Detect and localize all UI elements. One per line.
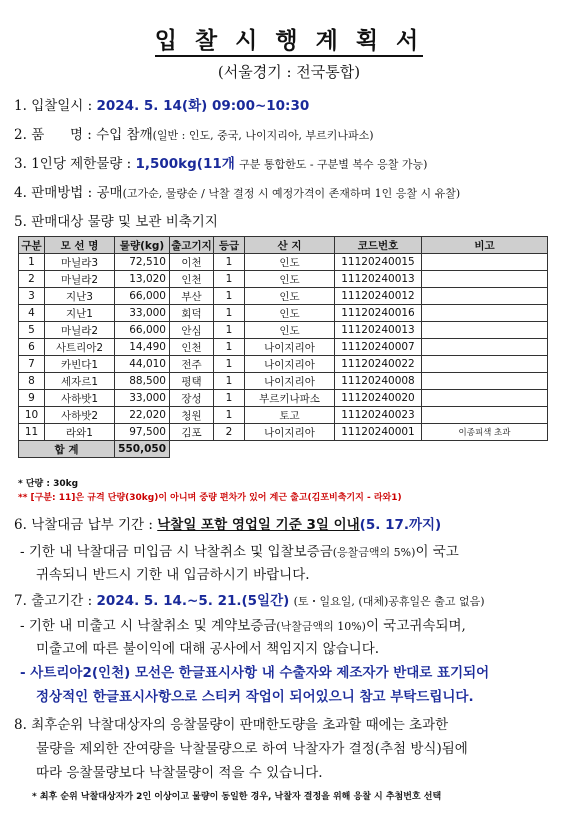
cell-grade: 1 — [214, 271, 245, 288]
cell-quantity: 44,010 — [115, 356, 170, 373]
cell-division: 2 — [19, 271, 45, 288]
cell-warehouse: 평택 — [170, 373, 214, 390]
cell-origin: 부르키나파소 — [245, 390, 335, 407]
cell-grade: 2 — [214, 424, 245, 441]
cell-origin: 인도 — [245, 254, 335, 271]
header-grade: 등급 — [214, 237, 245, 254]
cell-grade: 1 — [214, 254, 245, 271]
cell-quantity: 22,020 — [115, 407, 170, 424]
cell-warehouse: 안심 — [170, 322, 214, 339]
item-per-person-limit: 3. 1인당 제한물량 : 1,500kg(11개 구분 통합한도 - 구분별 복수 응찰 가능) — [14, 156, 428, 172]
cell-remarks — [422, 356, 548, 373]
cell-quantity: 14,490 — [115, 339, 170, 356]
cell-origin: 인도 — [245, 288, 335, 305]
release-warning-line1: - 기한 내 미출고 시 낙찰취소 및 계약보증금(낙찰금액의 10%)이 국고귀속되며, — [20, 618, 466, 634]
header-division: 구분 — [19, 237, 45, 254]
limit-value: 1,500kg(11개 — [135, 156, 235, 172]
cell-code: 11120240016 — [335, 305, 422, 322]
cell-vessel: 카빈다1 — [45, 356, 115, 373]
cell-warehouse: 전주 — [170, 356, 214, 373]
cell-division: 9 — [19, 390, 45, 407]
cell-remarks — [422, 339, 548, 356]
item-payment-period: 6. 낙찰대금 납부 기간 : 낙찰일 포함 영업일 기준 3일 이내(5. 17.까지) — [14, 517, 442, 533]
header-vessel: 모 선 명 — [45, 237, 115, 254]
cell-quantity: 66,000 — [115, 322, 170, 339]
table-row — [19, 373, 548, 390]
table-row — [19, 424, 548, 441]
cell-quantity: 13,020 — [115, 271, 170, 288]
release-period-value: 2024. 5. 14.~5. 21.(5일간) — [96, 593, 290, 609]
cell-grade: 1 — [214, 407, 245, 424]
header-origin: 산 지 — [245, 237, 335, 254]
item-tiebreak-line3: 따라 응찰물량보다 낙찰물량이 적을 수 있습니다. — [36, 765, 323, 781]
item-product-name: 2. 품 명 : 수입 참깨(일반 : 인도, 중국, 나이지리아, 부르키나파소) — [14, 127, 374, 143]
cell-grade: 1 — [214, 305, 245, 322]
cell-warehouse: 회덕 — [170, 305, 214, 322]
document-subtitle: (서울경기 : 전국통합) — [217, 63, 361, 81]
payment-deadline-date: (5. 17.까지) — [359, 517, 442, 533]
cell-code: 11120240020 — [335, 390, 422, 407]
cell-code: 11120240013 — [335, 271, 422, 288]
cell-vessel: 마닐라2 — [45, 271, 115, 288]
sale-target-table — [18, 236, 548, 458]
cell-grade: 1 — [214, 322, 245, 339]
item-tiebreak-line1: 8. 최후순위 낙찰대상자의 응찰물량이 판매한도량을 초과할 때에는 초과한 — [14, 717, 449, 733]
payment-warning-line2: 귀속되니 반드시 기한 내 입금하시기 바랍니다. — [36, 567, 310, 583]
cell-grade: 1 — [214, 339, 245, 356]
cell-quantity: 88,500 — [115, 373, 170, 390]
item-sale-method: 4. 판매방법 : 공매(고가순, 물량순 / 낙찰 결정 시 예정가격이 존재하며 1인 응찰 시 유찰) — [14, 185, 461, 201]
table-row — [19, 339, 548, 356]
cell-remarks — [422, 254, 548, 271]
header-quantity: 물량(kg) — [115, 237, 170, 254]
cell-origin: 인도 — [245, 305, 335, 322]
lottery-footnote: * 최후 순위 낙찰대상자가 2인 이상이고 물량이 동일한 경우, 낙찰자 결정을 위해 응찰 시 추첨번호 선택 — [32, 792, 442, 802]
document-title: 입 찰 시 행 계 획 서 — [0, 22, 578, 55]
cell-warehouse: 장성 — [170, 390, 214, 407]
cell-division: 3 — [19, 288, 45, 305]
total-label: 합 계 — [19, 441, 115, 458]
cell-division: 10 — [19, 407, 45, 424]
cell-division: 8 — [19, 373, 45, 390]
cell-vessel: 마닐라3 — [45, 254, 115, 271]
cell-remarks — [422, 373, 548, 390]
cell-code: 11120240012 — [335, 288, 422, 305]
cell-warehouse: 김포 — [170, 424, 214, 441]
cell-remarks: 이종피색 초과 — [422, 424, 548, 441]
cell-vessel: 라와1 — [45, 424, 115, 441]
cell-grade: 1 — [214, 390, 245, 407]
total-value: 550,050 — [115, 441, 170, 458]
cell-quantity: 72,510 — [115, 254, 170, 271]
cell-grade: 1 — [214, 356, 245, 373]
cell-division: 6 — [19, 339, 45, 356]
cell-remarks — [422, 407, 548, 424]
cell-division: 4 — [19, 305, 45, 322]
cell-remarks — [422, 288, 548, 305]
table-row — [19, 322, 548, 339]
labeling-notice-line2: 정상적인 한글표시사항으로 스티커 작업이 되어있으니 참고 부탁드립니다. — [36, 689, 474, 705]
cell-code: 11120240013 — [335, 322, 422, 339]
item-bid-datetime: 1. 입찰일시 : 2024. 5. 14(화) 09:00~10:30 — [14, 98, 310, 114]
header-warehouse: 출고기지 — [170, 237, 214, 254]
cell-code: 11120240007 — [335, 339, 422, 356]
cell-remarks — [422, 271, 548, 288]
bid-datetime-value: 2024. 5. 14(화) 09:00~10:30 — [96, 98, 310, 114]
payment-warning-line1: - 기한 내 낙찰대금 미입금 시 낙찰취소 및 입찰보증금(응찰금액의 5%)이 국고 — [20, 544, 459, 560]
cell-code: 11120240022 — [335, 356, 422, 373]
table-header-row — [19, 237, 548, 254]
cell-code: 11120240001 — [335, 424, 422, 441]
cell-origin: 토고 — [245, 407, 335, 424]
table-row — [19, 271, 548, 288]
cell-vessel: 사트리아2 — [45, 339, 115, 356]
cell-quantity: 33,000 — [115, 305, 170, 322]
cell-origin: 나이지리아 — [245, 339, 335, 356]
table-row — [19, 254, 548, 271]
cell-vessel: 지난3 — [45, 288, 115, 305]
cell-division: 5 — [19, 322, 45, 339]
cell-origin: 나이지리아 — [245, 373, 335, 390]
table-row — [19, 288, 548, 305]
labeling-notice-line1: - 사트리아2(인천) 모선은 한글표시사항 내 수출자와 제조자가 반대로 표기되어 — [20, 665, 490, 681]
cell-remarks — [422, 390, 548, 407]
cell-grade: 1 — [214, 288, 245, 305]
cell-origin: 인도 — [245, 271, 335, 288]
cell-remarks — [422, 322, 548, 339]
table-body — [19, 254, 548, 441]
cell-division: 1 — [19, 254, 45, 271]
table-total-row — [19, 441, 548, 458]
cell-warehouse: 청원 — [170, 407, 214, 424]
weight-warning-note: ** [구분: 11]은 규격 단량(30kg)이 아니며 중량 편차가 있어 계근 출고(김포비축기지 - 라와1) — [18, 493, 402, 503]
cell-code: 11120240015 — [335, 254, 422, 271]
cell-code: 11120240023 — [335, 407, 422, 424]
cell-quantity: 66,000 — [115, 288, 170, 305]
header-remarks: 비고 — [422, 237, 548, 254]
cell-division: 11 — [19, 424, 45, 441]
cell-origin: 인도 — [245, 322, 335, 339]
table-row — [19, 305, 548, 322]
cell-vessel: 마닐라2 — [45, 322, 115, 339]
cell-vessel: 사하밧1 — [45, 390, 115, 407]
cell-quantity: 97,500 — [115, 424, 170, 441]
table-row — [19, 407, 548, 424]
cell-division: 7 — [19, 356, 45, 373]
cell-warehouse: 인천 — [170, 271, 214, 288]
cell-warehouse: 이천 — [170, 254, 214, 271]
cell-vessel: 사하밧2 — [45, 407, 115, 424]
payment-deadline-value: 낙찰일 포함 영업일 기준 3일 이내 — [157, 517, 360, 533]
unit-weight-note: * 단량 : 30kg — [18, 479, 79, 489]
cell-vessel: 지난1 — [45, 305, 115, 322]
cell-origin: 나이지리아 — [245, 356, 335, 373]
table-row — [19, 356, 548, 373]
cell-remarks — [422, 305, 548, 322]
cell-origin: 나이지리아 — [245, 424, 335, 441]
header-code: 코드번호 — [335, 237, 422, 254]
cell-grade: 1 — [214, 373, 245, 390]
cell-warehouse: 인천 — [170, 339, 214, 356]
item-tiebreak-line2: 물량을 제외한 잔여량을 낙찰물량으로 하여 낙찰자가 결정(추첨 방식)됨에 — [36, 741, 468, 757]
table-row — [19, 390, 548, 407]
item-sale-target: 5. 판매대상 물량 및 보관 비축기지 — [14, 214, 218, 230]
release-warning-line2: 미출고에 따른 불이익에 대해 공사에서 책임지지 않습니다. — [36, 641, 380, 657]
cell-warehouse: 부산 — [170, 288, 214, 305]
item-release-period: 7. 출고기간 : 2024. 5. 14.~5. 21.(5일간) (토・일요일, (대체)공휴일은 출고 없음) — [14, 593, 485, 609]
cell-code: 11120240008 — [335, 373, 422, 390]
cell-quantity: 33,000 — [115, 390, 170, 407]
cell-vessel: 세자르1 — [45, 373, 115, 390]
